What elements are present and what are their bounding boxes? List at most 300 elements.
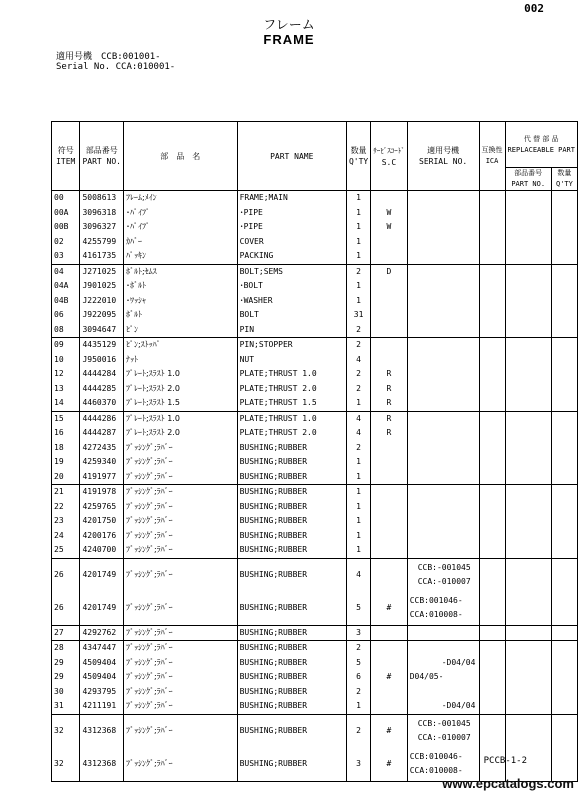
table-row [52, 206, 578, 221]
table-cell-part-name: ･PIPE [237, 220, 346, 235]
table-row [52, 411, 578, 426]
table-cell-qty: 1 [346, 279, 370, 294]
table-cell-part-no: 4259765 [80, 500, 124, 515]
table-row [52, 699, 578, 714]
table-cell-part-no: J901025 [80, 279, 124, 294]
table-cell-part-name: BUSHING;RUBBER [237, 656, 346, 671]
table-cell-name-jp: ･ﾎﾞﾙﾄ [123, 279, 237, 294]
table-row [52, 543, 578, 558]
table-cell-item: 04B [52, 294, 80, 309]
table-cell-item: 08 [52, 323, 80, 338]
table-cell-name-jp: ﾋﾟﾝ;ｽﾄｯﾊﾟ [123, 338, 237, 353]
table-cell-serial [407, 500, 479, 515]
table-cell-name-jp: ﾌﾞｯｼﾝｸﾞ;ﾗﾊﾞｰ [123, 514, 237, 529]
table-cell-ica [479, 411, 505, 426]
table-cell-part-no: J950016 [80, 353, 124, 368]
table-cell-sc: R [371, 411, 408, 426]
table-cell-item: 00 [52, 191, 80, 206]
table-cell-serial [407, 411, 479, 426]
table-cell-part-no: 4509404 [80, 656, 124, 671]
table-cell-ica [479, 670, 505, 685]
table-cell-sc [371, 323, 408, 338]
table-cell-repl-part-no [505, 500, 551, 515]
table-cell-item: 03 [52, 249, 80, 264]
table-cell-item: 32 [52, 714, 80, 748]
table-cell-qty: 1 [346, 249, 370, 264]
table-cell-name-jp: ﾎﾞﾙﾄ [123, 308, 237, 323]
table-cell-name-jp: ﾌﾟﾚｰﾄ;ｽﾗｽﾄ 2.0 [123, 426, 237, 441]
table-cell-sc: W [371, 206, 408, 221]
parts-table [51, 121, 578, 782]
table-cell-ica [479, 235, 505, 250]
table-cell-part-no: 5008613 [80, 191, 124, 206]
table-cell-repl-part-no [505, 411, 551, 426]
table-cell-serial [407, 470, 479, 485]
table-row [52, 455, 578, 470]
table-cell-name-jp: ﾊﾟｯｷﾝ [123, 249, 237, 264]
table-cell-ica [479, 641, 505, 656]
table-cell-qty: 31 [346, 308, 370, 323]
table-cell-repl-qty [551, 699, 577, 714]
table-cell-part-no: 4201749 [80, 592, 124, 626]
table-cell-sc [371, 685, 408, 700]
table-cell-sc [371, 353, 408, 368]
table-cell-serial [407, 558, 479, 592]
table-cell-sc [371, 455, 408, 470]
table-cell-part-no: 3096318 [80, 206, 124, 221]
table-cell-ica [479, 514, 505, 529]
table-cell-ica [479, 558, 505, 592]
table-cell-repl-part-no [505, 220, 551, 235]
table-cell-name-jp: ﾌﾞｯｼﾝｸﾞ;ﾗﾊﾞｰ [123, 699, 237, 714]
page-title: FRAME [263, 32, 315, 47]
table-cell-sc: D [371, 264, 408, 279]
table-cell-part-name: BUSHING;RUBBER [237, 685, 346, 700]
table-cell-repl-qty [551, 382, 577, 397]
table-cell-ica [479, 323, 505, 338]
table-cell-repl-part-no [505, 543, 551, 558]
table-cell-part-name: BUSHING;RUBBER [237, 748, 346, 782]
table-cell-serial [407, 529, 479, 544]
table-cell-repl-part-no [505, 699, 551, 714]
table-cell-name-jp: ﾌﾞｯｼﾝｸﾞ;ﾗﾊﾞｰ [123, 529, 237, 544]
table-cell-sc [371, 529, 408, 544]
table-row [52, 367, 578, 382]
table-cell-serial [407, 206, 479, 221]
table-row [52, 485, 578, 500]
table-cell-item: 18 [52, 441, 80, 456]
table-cell-part-no: 4292762 [80, 625, 124, 641]
table-cell-repl-qty [551, 294, 577, 309]
table-cell-serial [407, 441, 479, 456]
table-cell-serial [407, 641, 479, 656]
serial-applicability-line1: 適用号機 CCB:001001- [56, 52, 161, 62]
table-cell-repl-qty [551, 625, 577, 641]
table-cell-serial: D04/05- [407, 670, 479, 685]
table-cell-repl-qty [551, 249, 577, 264]
table-cell-part-name: PLATE;THRUST 1.0 [237, 367, 346, 382]
table-cell-sc: # [371, 592, 408, 626]
table-cell-ica [479, 206, 505, 221]
table-cell-item: 10 [52, 353, 80, 368]
table-cell-part-name: BUSHING;RUBBER [237, 714, 346, 748]
table-cell-sc [371, 235, 408, 250]
table-cell-item: 26 [52, 592, 80, 626]
table-cell-qty: 1 [346, 220, 370, 235]
table-cell-sc: # [371, 748, 408, 782]
table-cell-repl-part-no [505, 641, 551, 656]
table-cell-part-no: 4435129 [80, 338, 124, 353]
table-cell-part-name: ･PIPE [237, 206, 346, 221]
table-row [52, 685, 578, 700]
table-row [52, 279, 578, 294]
table-cell-ica [479, 455, 505, 470]
table-cell-repl-qty [551, 514, 577, 529]
table-cell-serial [407, 191, 479, 206]
table-row [52, 625, 578, 641]
serial-line: CCA:-010007 [409, 733, 471, 742]
table-cell-part-no: 3096327 [80, 220, 124, 235]
table-cell-part-no: 4347447 [80, 641, 124, 656]
table-cell-sc: # [371, 670, 408, 685]
table-cell-serial [407, 323, 479, 338]
table-cell-repl-qty [551, 191, 577, 206]
table-cell-sc: R [371, 396, 408, 411]
table-cell-sc [371, 294, 408, 309]
table-cell-part-no: 4460370 [80, 396, 124, 411]
table-cell-name-jp: ﾌﾞｯｼﾝｸﾞ;ﾗﾊﾞｰ [123, 714, 237, 748]
table-cell-repl-part-no [505, 235, 551, 250]
table-cell-qty: 4 [346, 558, 370, 592]
table-cell-item: 30 [52, 685, 80, 700]
table-cell-serial [407, 220, 479, 235]
table-cell-part-name: BUSHING;RUBBER [237, 699, 346, 714]
serial-line: CCA:010008- [409, 610, 463, 619]
table-cell-repl-qty [551, 308, 577, 323]
col-replaceable-header: 代 替 部 品 REPLACEABLE PART [505, 122, 577, 168]
table-cell-name-jp: ﾌﾞｯｼﾝｸﾞ;ﾗﾊﾞｰ [123, 592, 237, 626]
table-cell-qty: 1 [346, 529, 370, 544]
table-cell-part-no: 4200176 [80, 529, 124, 544]
table-cell-serial [407, 279, 479, 294]
table-row [52, 558, 578, 592]
table-cell-name-jp: ﾌﾞｯｼﾝｸﾞ;ﾗﾊﾞｰ [123, 670, 237, 685]
col-repl-partno-header: 部品番号 PART NO. [505, 168, 551, 191]
table-cell-serial [407, 543, 479, 558]
table-cell-repl-part-no [505, 382, 551, 397]
table-cell-part-name: PLATE;THRUST 1.0 [237, 411, 346, 426]
table-cell-item: 31 [52, 699, 80, 714]
table-cell-repl-part-no [505, 323, 551, 338]
table-cell-ica [479, 543, 505, 558]
table-cell-sc [371, 279, 408, 294]
table-cell-sc [371, 338, 408, 353]
table-cell-part-no: 4312368 [80, 714, 124, 748]
table-cell-part-no: 4312368 [80, 748, 124, 782]
table-cell-item: 29 [52, 670, 80, 685]
table-cell-ica [479, 220, 505, 235]
table-cell-sc [371, 500, 408, 515]
table-cell-repl-part-no [505, 249, 551, 264]
table-cell-repl-qty [551, 500, 577, 515]
table-cell-repl-part-no [505, 206, 551, 221]
table-row [52, 220, 578, 235]
table-cell-sc [371, 641, 408, 656]
table-cell-ica [479, 367, 505, 382]
table-cell-part-no: J222010 [80, 294, 124, 309]
table-cell-qty: 1 [346, 699, 370, 714]
table-cell-part-no: J271025 [80, 264, 124, 279]
serial-line: CCB:001046- [409, 596, 463, 605]
table-cell-sc: # [371, 714, 408, 748]
table-row [52, 529, 578, 544]
serial-applicability-line2: Serial No. CCA:010001- [56, 62, 176, 72]
table-cell-item: 27 [52, 625, 80, 641]
table-cell-item: 15 [52, 411, 80, 426]
table-cell-serial [407, 367, 479, 382]
table-cell-part-name: PLATE;THRUST 2.0 [237, 426, 346, 441]
table-cell-part-no: 4161735 [80, 249, 124, 264]
table-cell-serial [407, 338, 479, 353]
table-cell-repl-part-no [505, 441, 551, 456]
table-cell-repl-part-no [505, 714, 551, 748]
table-cell-sc [371, 470, 408, 485]
table-row [52, 441, 578, 456]
table-cell-serial [407, 485, 479, 500]
table-cell-repl-part-no [505, 625, 551, 641]
table-cell-repl-part-no [505, 470, 551, 485]
table-cell-qty: 4 [346, 426, 370, 441]
table-cell-qty: 2 [346, 685, 370, 700]
table-cell-serial [407, 625, 479, 641]
table-cell-name-jp: ﾌﾟﾚｰﾄ;ｽﾗｽﾄ 1.0 [123, 367, 237, 382]
table-cell-serial [407, 455, 479, 470]
table-cell-repl-part-no [505, 670, 551, 685]
table-cell-part-name: BUSHING;RUBBER [237, 455, 346, 470]
table-cell-qty: 1 [346, 191, 370, 206]
table-cell-ica [479, 353, 505, 368]
table-row [52, 308, 578, 323]
table-cell-item: 19 [52, 455, 80, 470]
table-cell-item: 06 [52, 308, 80, 323]
table-cell-part-no: 4509404 [80, 670, 124, 685]
table-cell-qty: 2 [346, 641, 370, 656]
table-cell-repl-qty [551, 396, 577, 411]
table-cell-name-jp: ﾌﾞｯｼﾝｸﾞ;ﾗﾊﾞｰ [123, 485, 237, 500]
table-cell-item: 00A [52, 206, 80, 221]
table-cell-item: 26 [52, 558, 80, 592]
table-cell-repl-qty [551, 543, 577, 558]
table-cell-ica [479, 485, 505, 500]
table-cell-ica [479, 699, 505, 714]
table-cell-repl-qty [551, 264, 577, 279]
col-partno-header: 部品番号 PART NO. [80, 122, 124, 191]
table-row [52, 656, 578, 671]
table-cell-item: 16 [52, 426, 80, 441]
table-cell-part-name: PLATE;THRUST 2.0 [237, 382, 346, 397]
table-cell-serial [407, 592, 479, 626]
table-cell-ica [479, 426, 505, 441]
table-cell-name-jp: ﾌﾟﾚｰﾄ;ｽﾗｽﾄ 1.0 [123, 411, 237, 426]
col-partname-header: PART NAME [237, 122, 346, 191]
table-cell-ica [479, 441, 505, 456]
table-cell-item: 13 [52, 382, 80, 397]
table-cell-serial [407, 294, 479, 309]
table-cell-item: 22 [52, 500, 80, 515]
table-cell-name-jp: ﾌﾞｯｼﾝｸﾞ;ﾗﾊﾞｰ [123, 543, 237, 558]
table-cell-qty: 6 [346, 670, 370, 685]
table-cell-part-name: BUSHING;RUBBER [237, 485, 346, 500]
table-cell-repl-part-no [505, 353, 551, 368]
table-row [52, 470, 578, 485]
table-cell-part-name: BUSHING;RUBBER [237, 641, 346, 656]
table-cell-repl-part-no [505, 294, 551, 309]
table-cell-item: 20 [52, 470, 80, 485]
table-cell-qty: 1 [346, 396, 370, 411]
table-cell-sc [371, 308, 408, 323]
table-row [52, 338, 578, 353]
table-cell-name-jp: ﾎﾞﾙﾄ;ｾﾑｽ [123, 264, 237, 279]
table-row [52, 382, 578, 397]
table-cell-name-jp: ﾌﾞｯｼﾝｸﾞ;ﾗﾊﾞｰ [123, 500, 237, 515]
table-cell-repl-qty [551, 338, 577, 353]
table-cell-item: 02 [52, 235, 80, 250]
table-cell-item: 12 [52, 367, 80, 382]
table-cell-qty: 2 [346, 264, 370, 279]
serial-line: CCB:-001045 [409, 719, 471, 728]
table-cell-part-name: BUSHING;RUBBER [237, 441, 346, 456]
table-cell-serial [407, 685, 479, 700]
table-cell-repl-qty [551, 206, 577, 221]
table-cell-part-no: 4444287 [80, 426, 124, 441]
table-cell-part-name: BUSHING;RUBBER [237, 529, 346, 544]
table-cell-part-name: FRAME;MAIN [237, 191, 346, 206]
table-cell-ica [479, 500, 505, 515]
table-cell-repl-part-no [505, 308, 551, 323]
table-cell-name-jp: ﾌﾞｯｼﾝｸﾞ;ﾗﾊﾞｰ [123, 455, 237, 470]
table-cell-repl-qty [551, 279, 577, 294]
table-cell-ica [479, 264, 505, 279]
table-cell-sc [371, 656, 408, 671]
col-ica-header: 互換性 ICA [479, 122, 505, 191]
watermark: www.epcatalogs.com [442, 776, 574, 791]
table-cell-name-jp: ﾌﾞｯｼﾝｸﾞ;ﾗﾊﾞｰ [123, 656, 237, 671]
serial-line: CCA:-010007 [409, 577, 471, 586]
table-cell-qty: 1 [346, 514, 370, 529]
table-cell-item: 32 [52, 748, 80, 782]
table-cell-repl-qty [551, 485, 577, 500]
table-cell-name-jp: ｶﾊﾞｰ [123, 235, 237, 250]
col-item-header: 符号 ITEM [52, 122, 80, 191]
table-cell-item: 23 [52, 514, 80, 529]
table-cell-qty: 1 [346, 294, 370, 309]
table-cell-sc: R [371, 367, 408, 382]
table-cell-item: 09 [52, 338, 80, 353]
table-cell-ica [479, 308, 505, 323]
table-cell-repl-qty [551, 220, 577, 235]
table-cell-repl-part-no [505, 396, 551, 411]
table-cell-part-no: 4259340 [80, 455, 124, 470]
table-cell-item: 00B [52, 220, 80, 235]
table-cell-qty: 2 [346, 338, 370, 353]
table-cell-name-jp: ﾌﾟﾚｰﾄ;ｽﾗｽﾄ 1.5 [123, 396, 237, 411]
table-row [52, 294, 578, 309]
table-cell-qty: 2 [346, 367, 370, 382]
table-cell-name-jp: ･ﾊﾟｲﾌﾟ [123, 206, 237, 221]
table-cell-ica [479, 529, 505, 544]
table-cell-part-name: BOLT [237, 308, 346, 323]
table-cell-repl-qty [551, 426, 577, 441]
table-cell-qty: 2 [346, 323, 370, 338]
table-cell-part-no: 4201750 [80, 514, 124, 529]
table-cell-qty: 1 [346, 455, 370, 470]
table-cell-part-name: ･BOLT [237, 279, 346, 294]
table-cell-name-jp: ﾋﾟﾝ [123, 323, 237, 338]
table-cell-repl-qty [551, 470, 577, 485]
table-cell-sc: W [371, 220, 408, 235]
table-row [52, 396, 578, 411]
table-cell-ica [479, 191, 505, 206]
table-cell-serial [407, 382, 479, 397]
table-cell-sc [371, 514, 408, 529]
table-cell-qty: 4 [346, 353, 370, 368]
table-cell-part-name: NUT [237, 353, 346, 368]
table-cell-repl-part-no [505, 592, 551, 626]
table-cell-ica [479, 592, 505, 626]
table-cell-serial [407, 714, 479, 748]
col-sc-header: ｻｰﾋﾞｽｺｰﾄﾞ S.C [371, 122, 408, 191]
table-header [52, 122, 578, 191]
table-cell-part-name: BUSHING;RUBBER [237, 543, 346, 558]
table-cell-ica [479, 294, 505, 309]
table-cell-name-jp: ﾅｯﾄ [123, 353, 237, 368]
col-serial-header: 適用号機 SERIAL NO. [407, 122, 479, 191]
table-cell-part-name: BUSHING;RUBBER [237, 500, 346, 515]
table-cell-name-jp: ﾌﾞｯｼﾝｸﾞ;ﾗﾊﾞｰ [123, 558, 237, 592]
table-cell-sc [371, 558, 408, 592]
table-cell-qty: 5 [346, 656, 370, 671]
table-cell-part-name: BUSHING;RUBBER [237, 592, 346, 626]
table-cell-repl-qty [551, 367, 577, 382]
table-cell-serial [407, 426, 479, 441]
table-cell-repl-qty [551, 592, 577, 626]
table-cell-sc [371, 625, 408, 641]
table-cell-part-no: 4255799 [80, 235, 124, 250]
table-cell-part-no: 4191978 [80, 485, 124, 500]
table-cell-qty: 3 [346, 625, 370, 641]
table-cell-qty: 2 [346, 441, 370, 456]
table-cell-repl-part-no [505, 367, 551, 382]
table-cell-part-name: PACKING [237, 249, 346, 264]
table-cell-name-jp: ﾌﾞｯｼﾝｸﾞ;ﾗﾊﾞｰ [123, 470, 237, 485]
table-cell-part-no: 4444284 [80, 367, 124, 382]
table-row [52, 264, 578, 279]
table-cell-ica [479, 249, 505, 264]
col-qty-header: 数量 Q'TY [346, 122, 370, 191]
table-cell-part-name: BUSHING;RUBBER [237, 670, 346, 685]
table-row [52, 353, 578, 368]
table-cell-part-name: ･WASHER [237, 294, 346, 309]
table-cell-qty: 1 [346, 543, 370, 558]
page-title-jp: フレーム [263, 18, 315, 33]
table-cell-repl-qty [551, 714, 577, 748]
table-cell-qty: 1 [346, 470, 370, 485]
table-cell-part-name: PIN [237, 323, 346, 338]
table-cell-serial [407, 396, 479, 411]
table-cell-name-jp: ﾌﾞｯｼﾝｸﾞ;ﾗﾊﾞｰ [123, 685, 237, 700]
table-cell-ica [479, 338, 505, 353]
table-row [52, 641, 578, 656]
